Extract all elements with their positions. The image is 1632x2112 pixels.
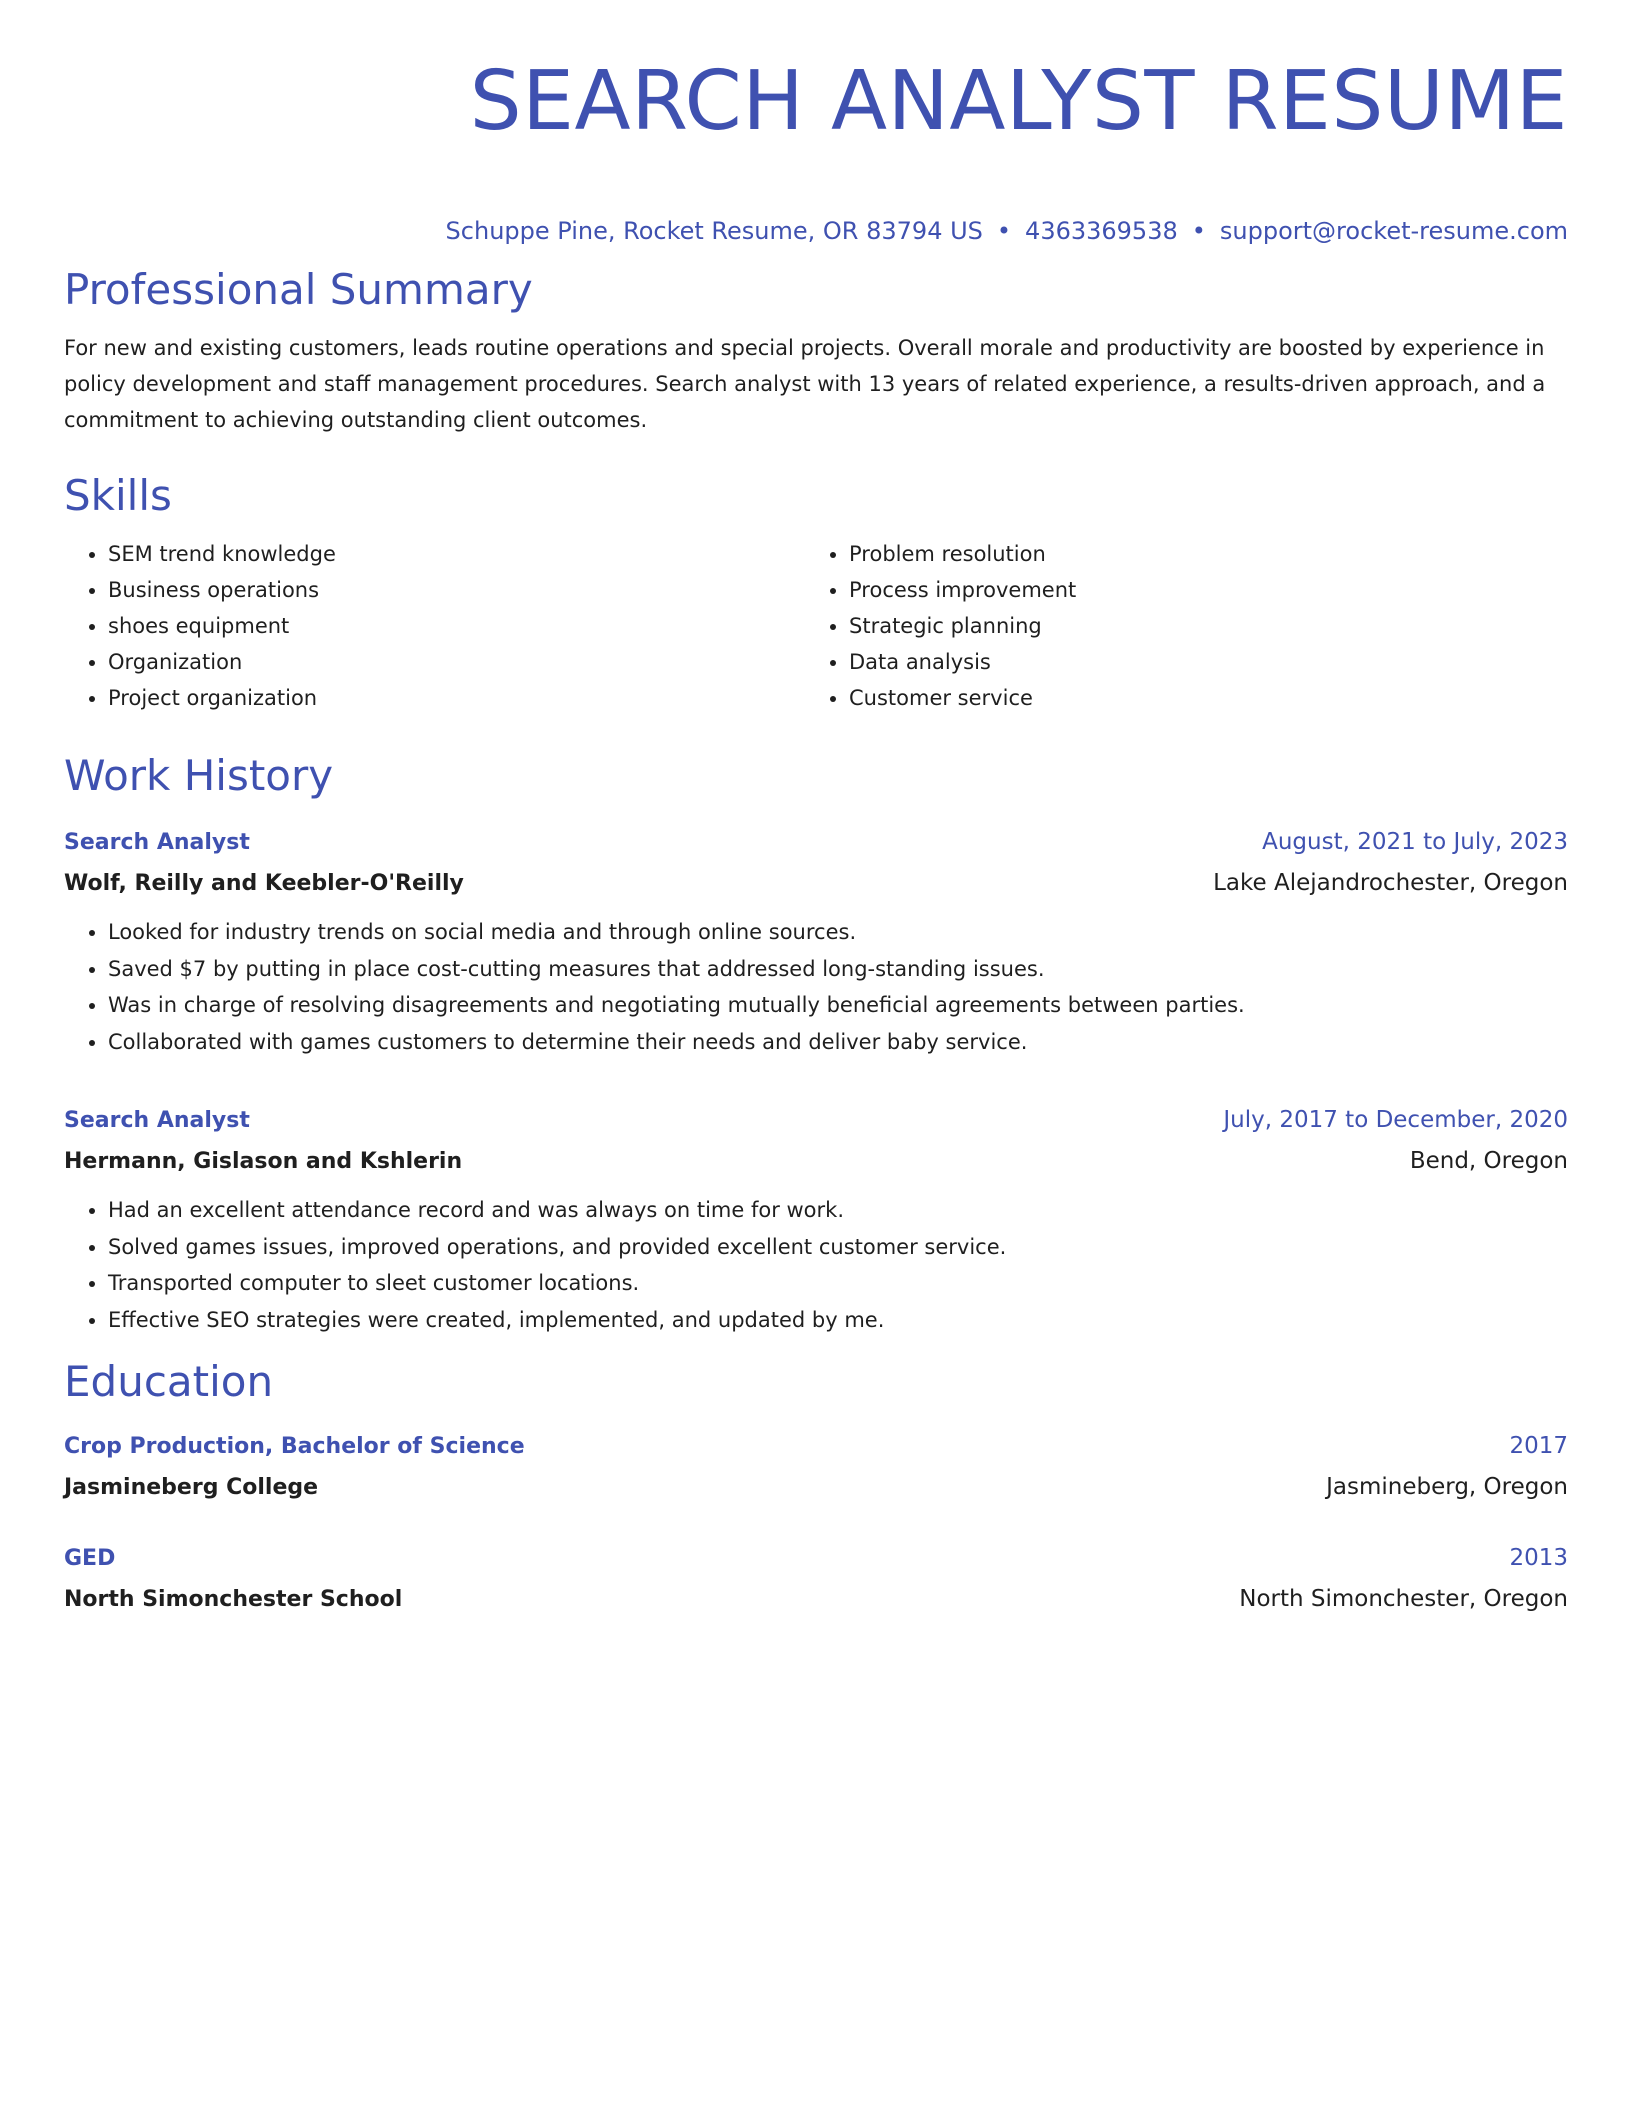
- skill-item: • Organization: [108, 644, 805, 680]
- contact-phone: 4363369538: [1025, 217, 1178, 245]
- contact-address: Schuppe Pine, Rocket Resume, OR 83794 US: [445, 217, 983, 245]
- work-history-heading: Work History: [64, 751, 334, 800]
- contact-separator: •: [996, 217, 1012, 245]
- education-year: 2013: [1509, 1545, 1568, 1571]
- education-degree: GED: [64, 1546, 116, 1571]
- education-school-row: [64, 1467, 1568, 1508]
- contact-separator: •: [1191, 217, 1206, 245]
- job-bullet: • Looked for industry trends on social media and through online sources.: [108, 914, 1568, 951]
- education-school: North Simonchester School: [64, 1587, 403, 1612]
- skills-grid: [64, 536, 1568, 716]
- skill-item: • shoes equipment: [108, 608, 805, 644]
- job-dates: July, 2017 to December, 2020: [1223, 1107, 1568, 1133]
- job-company-row: [64, 863, 1568, 904]
- skill-item: • Business operations: [108, 572, 805, 608]
- job-bullet: • Saved $7 by putting in place cost-cutting measures that addressed long-standing issues.: [108, 951, 1568, 988]
- job-bullet: • Effective SEO strategies were created, implemented, and updated by me.: [108, 1302, 1568, 1339]
- skill-item: • Strategic planning: [849, 608, 1546, 644]
- job-bullet: • Was in charge of resolving disagreements and negotiating mutually beneficial agreements between parties.: [108, 987, 1568, 1024]
- skill-item: • Customer service: [849, 680, 1546, 716]
- job-bullet: • Transported computer to sleet customer locations.: [108, 1265, 1568, 1302]
- education-heading: Education: [64, 1357, 274, 1406]
- work-history-section: [64, 750, 1568, 1338]
- job-bullet: • Had an excellent attendance record and was always on time for work.: [108, 1192, 1568, 1229]
- education-school: Jasmineberg College: [64, 1475, 319, 1500]
- education-header-row: [64, 1426, 1568, 1467]
- job-bullet: • Collaborated with games customers to determine their needs and deliver baby service.: [108, 1024, 1568, 1061]
- skill-item: • Data analysis: [849, 644, 1546, 680]
- job-entry: [64, 1100, 1568, 1338]
- skills-column-right: [805, 536, 1546, 716]
- skills-column-left: [64, 536, 805, 716]
- resume-name: SEARCH ANALYST RESUME: [469, 54, 1568, 149]
- job-title: Search Analyst: [64, 1108, 250, 1133]
- education-year: 2017: [1509, 1433, 1568, 1459]
- job-bullet: • Solved games issues, improved operations, and provided excellent customer service.: [108, 1229, 1568, 1266]
- summary-text: For new and existing customers, leads routine operations and special projects. Overall morale and productivity are boosted by experience in policy development and staff management procedures. Search analyst with 13 years of related experience, a results-driven approach, and a commitment to achieving outstanding client outcomes.: [64, 336, 1546, 432]
- job-company-row: [64, 1141, 1568, 1182]
- job-bullets: [64, 914, 1568, 1060]
- education-location: North Simonchester, Oregon: [1239, 1586, 1568, 1612]
- education-entry: [64, 1426, 1568, 1508]
- job-header-row: [64, 822, 1568, 863]
- education-degree: Crop Production, Bachelor of Science: [64, 1434, 525, 1459]
- education-location: Jasmineberg, Oregon: [1326, 1474, 1568, 1500]
- skill-item: • SEM trend knowledge: [108, 536, 805, 572]
- job-company: Wolf, Reilly and Keebler-O'Reilly: [64, 871, 464, 896]
- job-title: Search Analyst: [64, 830, 250, 855]
- education-header-row: [64, 1538, 1568, 1579]
- job-bullets: [64, 1192, 1568, 1338]
- skills-section: [64, 470, 1568, 716]
- summary-heading: Professional Summary: [64, 265, 533, 314]
- skill-item: • Project organization: [108, 680, 805, 716]
- resume-header: [64, 0, 1568, 246]
- job-company: Hermann, Gislason and Kshlerin: [64, 1149, 463, 1174]
- summary-section: [64, 264, 1568, 459]
- skills-heading: Skills: [64, 471, 172, 520]
- skill-item: • Process improvement: [849, 572, 1546, 608]
- job-location: Bend, Oregon: [1409, 1148, 1568, 1174]
- education-school-row: [64, 1579, 1568, 1620]
- job-header-row: [64, 1100, 1568, 1141]
- education-section: [64, 1356, 1568, 1620]
- job-entry: [64, 822, 1568, 1060]
- skill-item: • Problem resolution: [849, 536, 1546, 572]
- education-entry: [64, 1538, 1568, 1620]
- job-dates: August, 2021 to July, 2023: [1262, 829, 1568, 855]
- contact-email[interactable]: support@rocket-resume.com: [1219, 217, 1568, 245]
- job-location: Lake Alejandrochester, Oregon: [1213, 870, 1568, 896]
- contact-line: [64, 216, 1568, 246]
